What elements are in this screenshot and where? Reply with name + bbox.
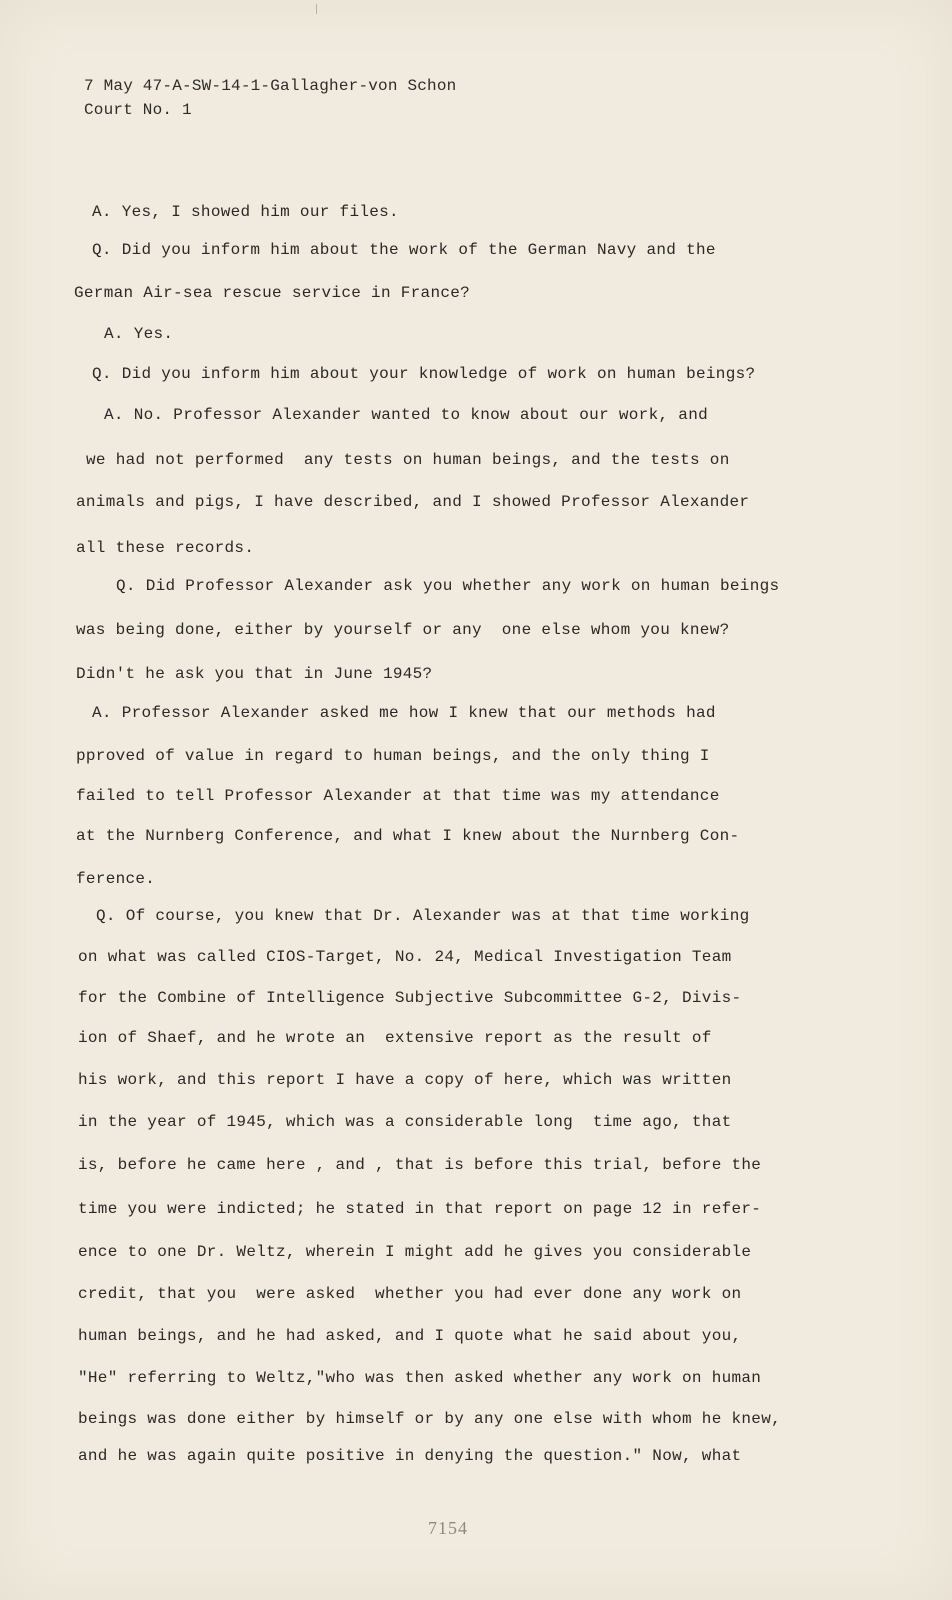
transcript-line: pproved of value in regard to human beings, and the only thing I [76,747,710,765]
transcript-line: is, before he came here , and , that is before this trial, before the [78,1156,762,1174]
page-number: 7154 [428,1518,468,1538]
transcript-line: on what was called CIOS-Target, No. 24, Medical Investigation Team [78,948,732,966]
transcript-line: ference. [76,870,156,888]
transcript-line: for the Combine of Intelligence Subjective Subcommittee G-2, Divis- [78,989,742,1007]
transcript-line: beings was done either by himself or by any one else with whom he knew, [78,1410,782,1428]
transcript-line: Q. Did Professor Alexander ask you whether any work on human beings [116,577,780,595]
transcript-line: we had not performed any tests on human beings, and the tests on [86,451,730,469]
transcript-line: at the Nurnberg Conference, and what I knew about the Nurnberg Con- [76,827,740,845]
transcript-line: Q. Did you inform him about the work of the German Navy and the [92,241,716,259]
transcript-line: Didn't he ask you that in June 1945? [76,665,433,683]
transcript-line: Q. Did you inform him about your knowledge of work on human beings? [92,365,756,383]
header-line-1: 7 May 47-A-SW-14-1-Gallagher-von Schon [84,77,457,95]
transcript-line: credit, that you were asked whether you had ever done any work on [78,1285,742,1303]
transcript-line: Q. Of course, you knew that Dr. Alexander was at that time working [96,907,750,925]
transcript-line: German Air-sea rescue service in France? [74,284,471,302]
transcript-line: ion of Shaef, and he wrote an extensive report as the result of [78,1029,712,1047]
transcript-line: ence to one Dr. Weltz, wherein I might add he gives you considerable [78,1243,752,1261]
transcript-line: animals and pigs, I have described, and I showed Professor Alexander [76,493,750,511]
transcript-line: "He" referring to Weltz,"who was then asked whether any work on human [78,1369,762,1387]
transcript-line: time you were indicted; he stated in that report on page 12 in refer- [78,1200,762,1218]
transcript-line: failed to tell Professor Alexander at that time was my attendance [76,787,720,805]
transcript-line: A. No. Professor Alexander wanted to know about our work, and [104,406,708,424]
transcript-line: human beings, and he had asked, and I quote what he said about you, [78,1327,742,1345]
transcript-line: A. Professor Alexander asked me how I knew that our methods had [92,704,716,722]
transcript-line: his work, and this report I have a copy of here, which was written [78,1071,732,1089]
transcript-line: A. Yes. [104,325,174,343]
transcript-line: was being done, either by yourself or any one else whom you knew? [76,621,730,639]
transcript-line: in the year of 1945, which was a considerable long time ago, that [78,1113,732,1131]
transcript-line: A. Yes, I showed him our files. [92,203,399,221]
transcript-line: and he was again quite positive in denying the question." Now, what [78,1447,742,1465]
header-line-2: Court No. 1 [84,101,192,119]
transcript-line: all these records. [76,539,255,557]
